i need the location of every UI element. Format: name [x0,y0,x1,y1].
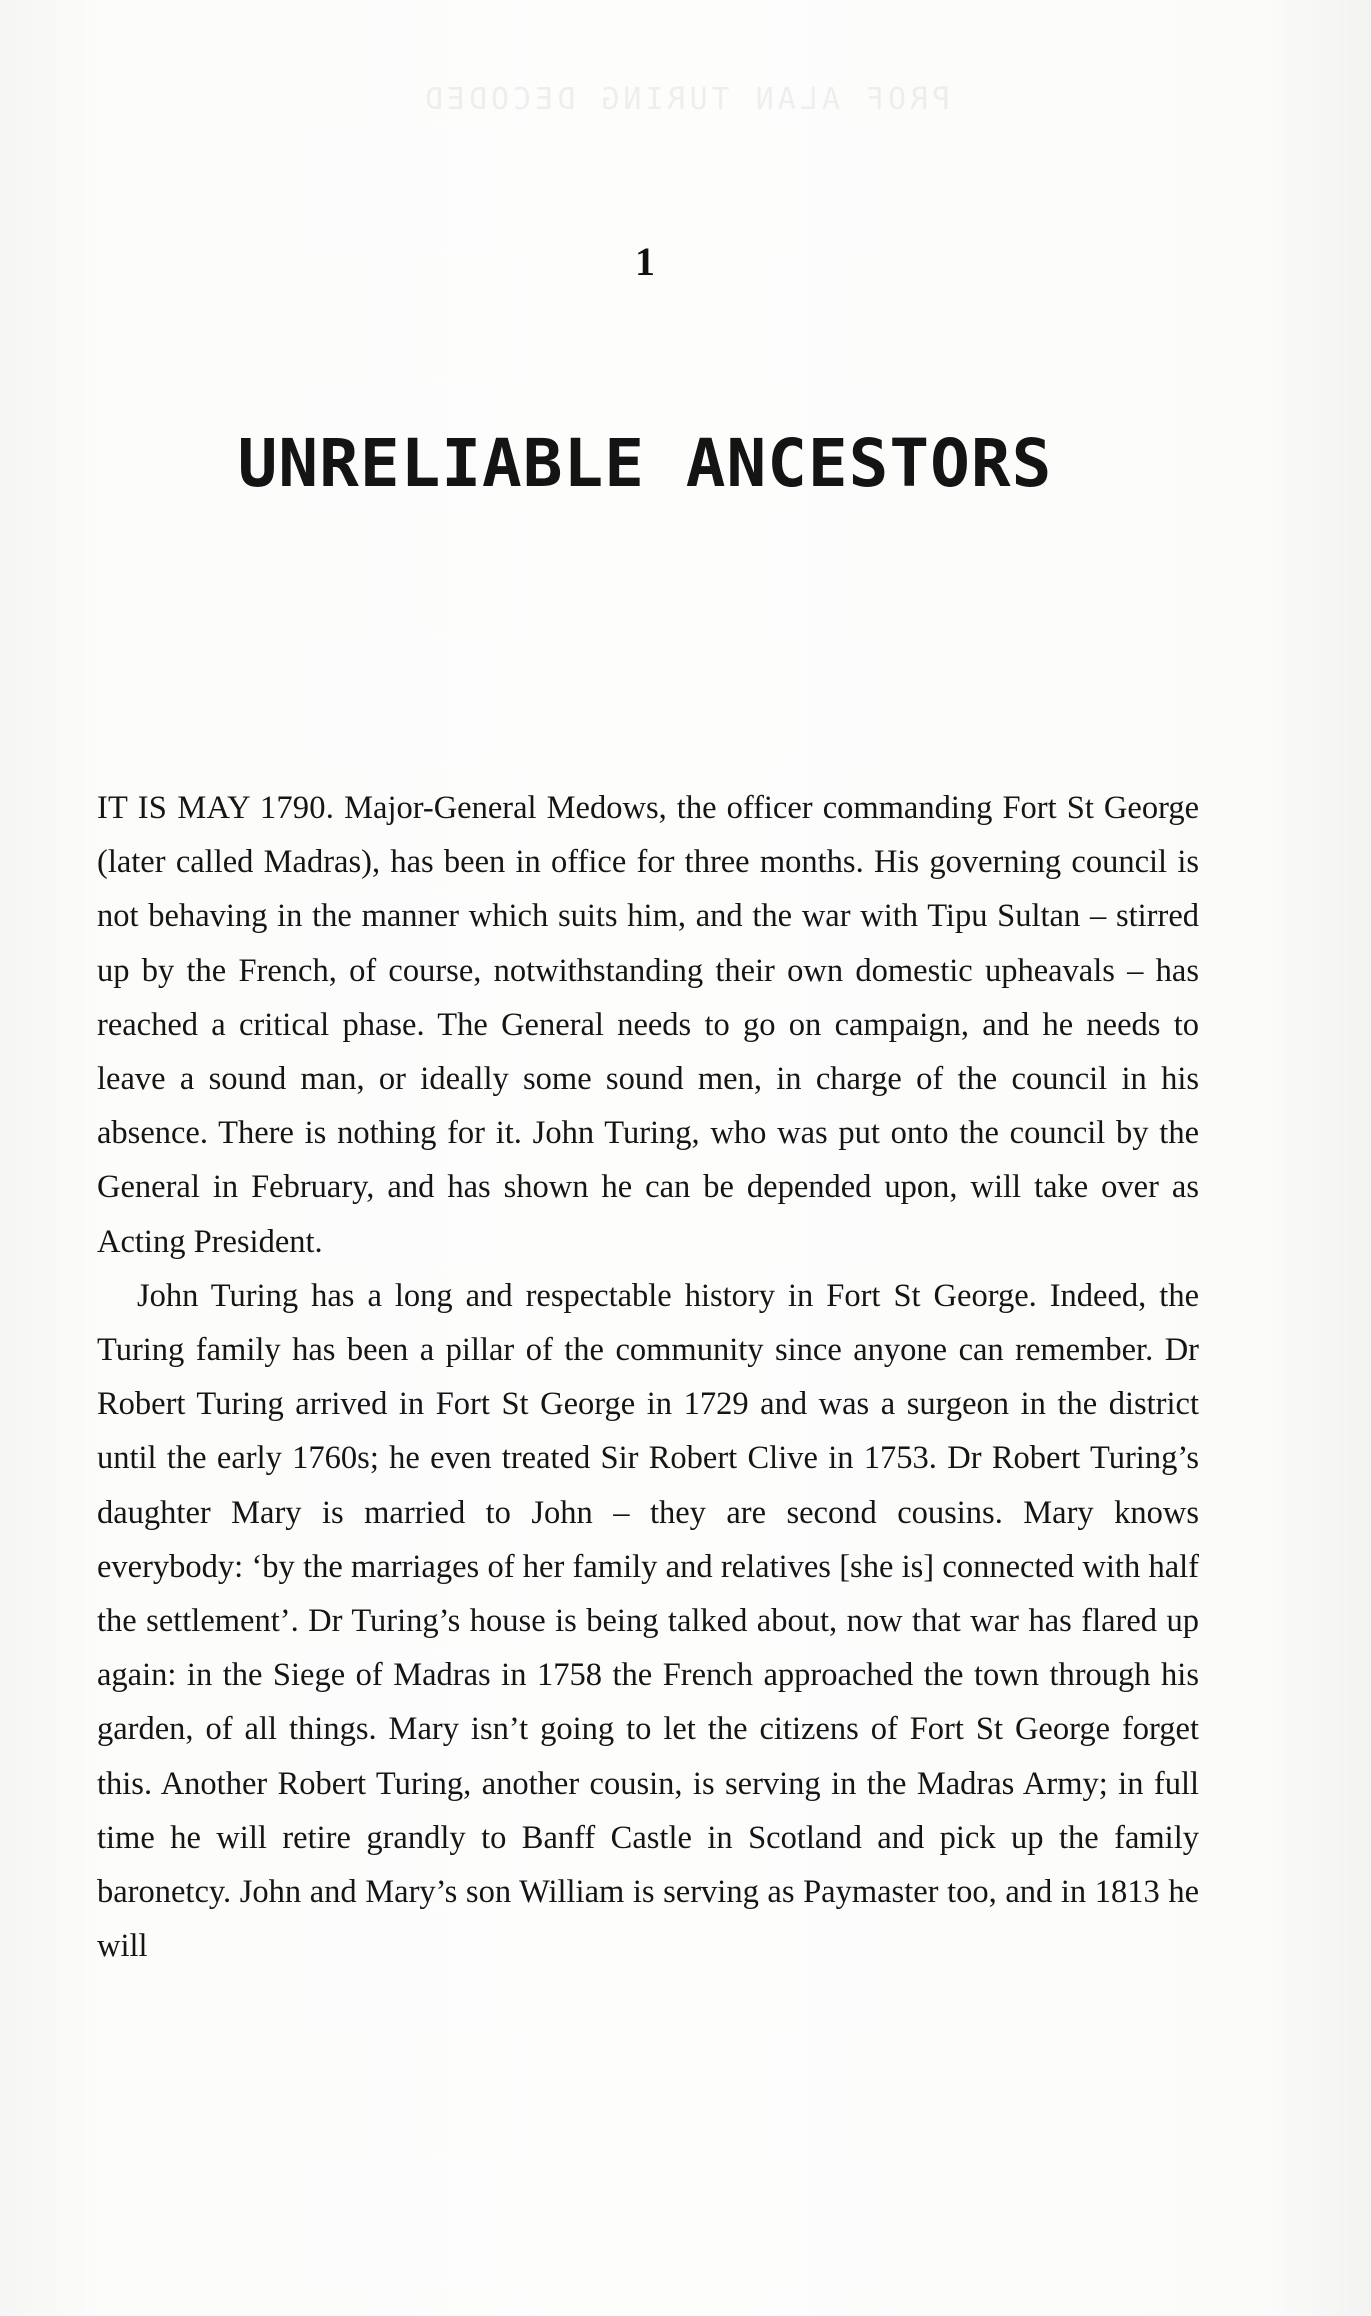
chapter-number: 1 [635,239,655,284]
opening-words: IT IS MAY 1790. [97,790,335,826]
chapter-body [97,781,1199,1973]
show-through-running-header: PROF ALAN TURING DECODED [420,82,951,117]
paragraph-text: Major-General Medows, the officer commanding Fort St George (later called Madras), has been in office for three months. His governing council is not behaving in the manner which suits him, and the war with Tipu Sultan – stirred up by the French, of course, notwithstanding their own domestic upheavals – has reached a critical phase. The General needs to go on campaign, and he needs to leave a sound man, or ideally some sound men, in charge of the council in his absence. There is nothing for it. John Turing, who was put onto the council by the General in February, and has shown he can be depended upon, will take over as Acting President. [97,790,1199,1260]
paragraph [97,781,1199,1269]
chapter-title: UNRELIABLE ANCESTORS [237,425,1053,502]
paragraph: John Turing has a long and respectable history in Fort St George. Indeed, the Turing family has been a pillar of the community since anyone can remember. Dr Robert Turing arrived in Fort St George in 1729 and was a surgeon in the district until the early 1760s; he even treated Sir Robert Clive in 1753. Dr Robert Turing’s daughter Mary is married to John – they are second cousins. Mary knows everybody: ‘by the marriages of her family and relatives [she is] connected with half the settlement’. Dr Turing’s house is being talked about, now that war has flared up again: in the Siege of Madras in 1758 the French approached the town through his garden, of all things. Mary isn’t going to let the citizens of Fort St George forget this. Another Robert Turing, another cousin, is serving in the Madras Army; in full time he will retire grandly to Banff Castle in Scotland and pick up the family baronetcy. John and Mary’s son William is serving as Paymaster too, and in 1813 he will [97,1277,1199,1965]
